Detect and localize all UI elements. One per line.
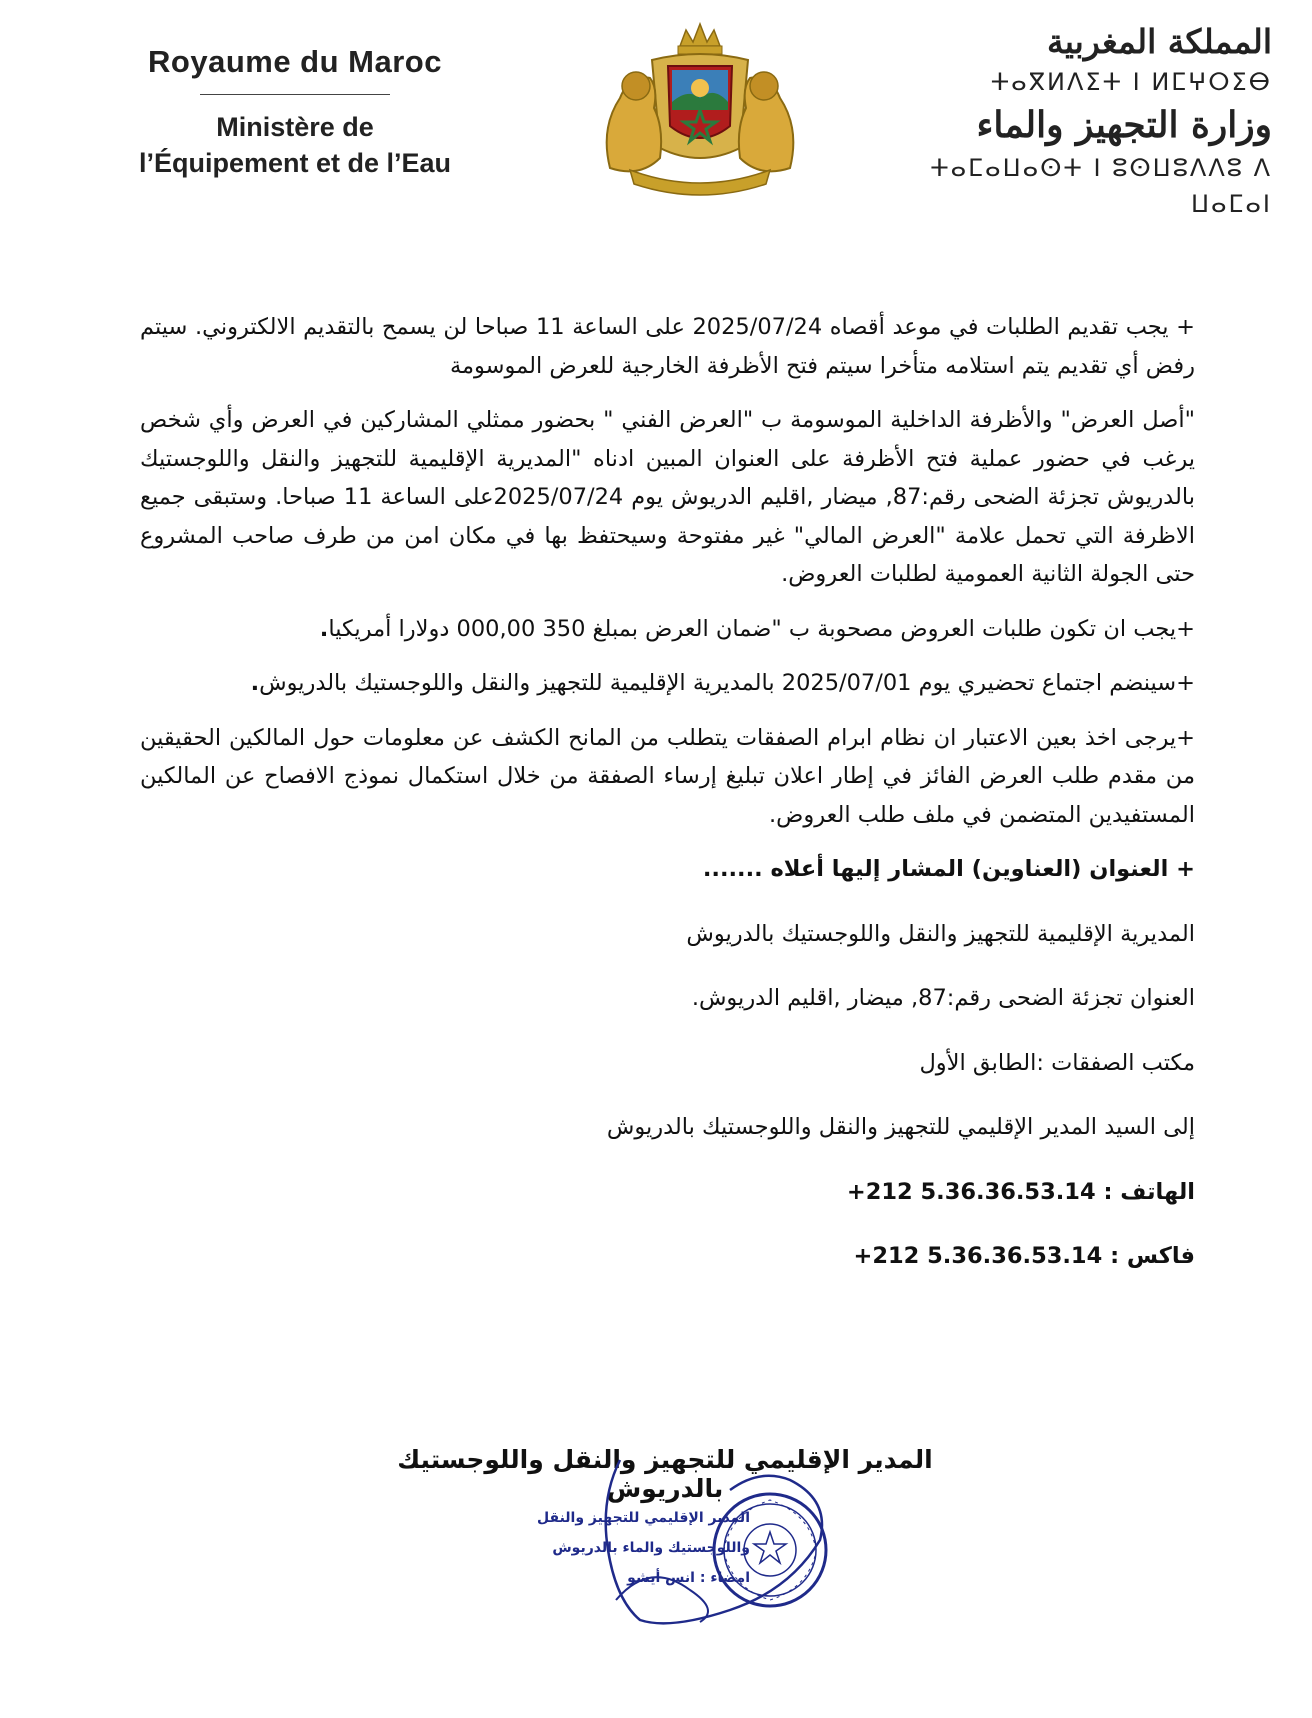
- fr-kingdom-title: Royaume du Maroc: [148, 44, 442, 79]
- paragraph-envelope-opening: "أصل العرض" والأظرفة الداخلية الموسومة ب "العرض الفني " بحضور ممثلي المشاركين في العرض وأي شخص يرغب في حضور عملية فتح الأظرفة على العنوان المبين ادناه "المديرية الإقليمية للتجهيز والنقل واللوجستيك بالدريوش تجزئة الضحى رقم:87, ميضار ,اقليم الدريوش يوم 2025/07/24على الساعة 11 صباحا. وستبقى جميع الاظرفة التي تحمل علامة "العرض المالي" غير مفتوحة وسيحتفظ بها في مكان امن من طرف صاحب المشروع حتى الجولة الثانية العمومية لطلبات العروض.: [140, 407, 1195, 587]
- moroccan-coat-of-arms-icon: [580, 18, 820, 198]
- fr-ministry-line1: Ministère de: [216, 112, 374, 142]
- paragraph-prep-meeting: [140, 664, 1195, 703]
- address-heading: + العنوان (العناوين) المشار إليها أعلاه .......: [702, 856, 1195, 882]
- paragraph-submission-deadline: + يجب تقديم الطلبات في موعد أقصاه 2025/07/24 على الساعة 11 صباحا لن يسمح بالتقديم الالكتروني. سيتم رفض أي تقديم يتم استلامه متأخرا سيتم فتح الأظرفة الخارجية للعرض الموسومة: [140, 314, 1195, 379]
- fax-number: +212 5.36.36.53.14: [853, 1243, 1103, 1269]
- tifinagh-kingdom-title: ⵜⴰⴳⵍⴷⵉⵜ ⵏ ⵍⵎⵖⵔⵉⴱ: [990, 68, 1272, 96]
- prep-meeting-period: .: [250, 670, 260, 696]
- address-line-directorate: المديرية الإقليمية للتجهيز والنقل واللوجستيك بالدريوش: [686, 920, 1195, 947]
- handwritten-signature-icon: [580, 1440, 840, 1630]
- fax-label: فاكس :: [1110, 1243, 1195, 1269]
- address-line-office: مكتب الصفقات :الطابق الأول: [919, 1049, 1195, 1076]
- ar-ministry-title: وزارة التجهيز والماء: [976, 104, 1272, 146]
- prep-meeting-text: +سينضم اجتماع تحضيري يوم 2025/07/01 بالمديرية الإقليمية للتجهيز والنقل واللوجستيك بالدريوش: [259, 670, 1195, 696]
- address-line-recipient: إلى السيد المدير الإقليمي للتجهيز والنقل واللوجستيك بالدريوش: [606, 1114, 1195, 1140]
- phone-number: +212 5.36.36.53.14: [846, 1178, 1096, 1205]
- fax-row: [140, 1237, 1195, 1276]
- stamp-line-3: امضاء : انس أيشو: [627, 1570, 750, 1586]
- bid-guarantee-text: +يجب ان تكون طلبات العروض مصحوبة ب "ضمان العرض بمبلغ 350 000,00 دولارا أمريكيا: [328, 615, 1195, 642]
- stamp-line-2: واللوجستيك والماء بالدريوش: [552, 1540, 750, 1556]
- french-header: [60, 44, 530, 181]
- letter-body: [140, 308, 1195, 1302]
- fr-ministry-line2: l’Équipement et de l’Eau: [138, 148, 452, 178]
- address-line-street: العنوان تجزئة الضحى رقم:87, ميضار ,اقليم الدريوش.: [691, 985, 1195, 1011]
- tifinagh-ministry-title: ⵜⴰⵎⴰⵡⴰⵙⵜ ⵏ ⵓⵙⵡⵓⴷⴷⵓ ⴷ ⵡⴰⵎⴰⵏ: [930, 154, 1272, 218]
- paragraph-beneficial-owners: +يرجى اخذ بعين الاعتبار ان نظام ابرام الصفقات يتطلب من المانح الكشف عن معلومات حول المالكين الحقيقين من مقدم طلب العرض الفائز في إطار اعلان تبليغ إرساء الصفقة من خلال استكمال نموذج الافصاح عن المالكين المستفيدين المتضمن في ملف طلب العروض.: [140, 724, 1195, 828]
- phone-label: الهاتف :: [1103, 1178, 1195, 1205]
- arabic-header: [912, 20, 1272, 222]
- header-divider: [200, 94, 390, 95]
- signature-title: المدير الإقليمي للتجهيز والنقل واللوجستيك بالدريوش: [397, 1445, 933, 1503]
- stamp-line-1: المدير الإقليمي للتجهيز والنقل: [537, 1510, 750, 1526]
- letterhead: [0, 0, 1312, 230]
- bid-guarantee-period: .: [319, 615, 329, 642]
- ar-kingdom-title: المملكة المغربية: [1047, 22, 1272, 61]
- paragraph-bid-guarantee: [140, 610, 1195, 649]
- phone-row: [140, 1173, 1195, 1212]
